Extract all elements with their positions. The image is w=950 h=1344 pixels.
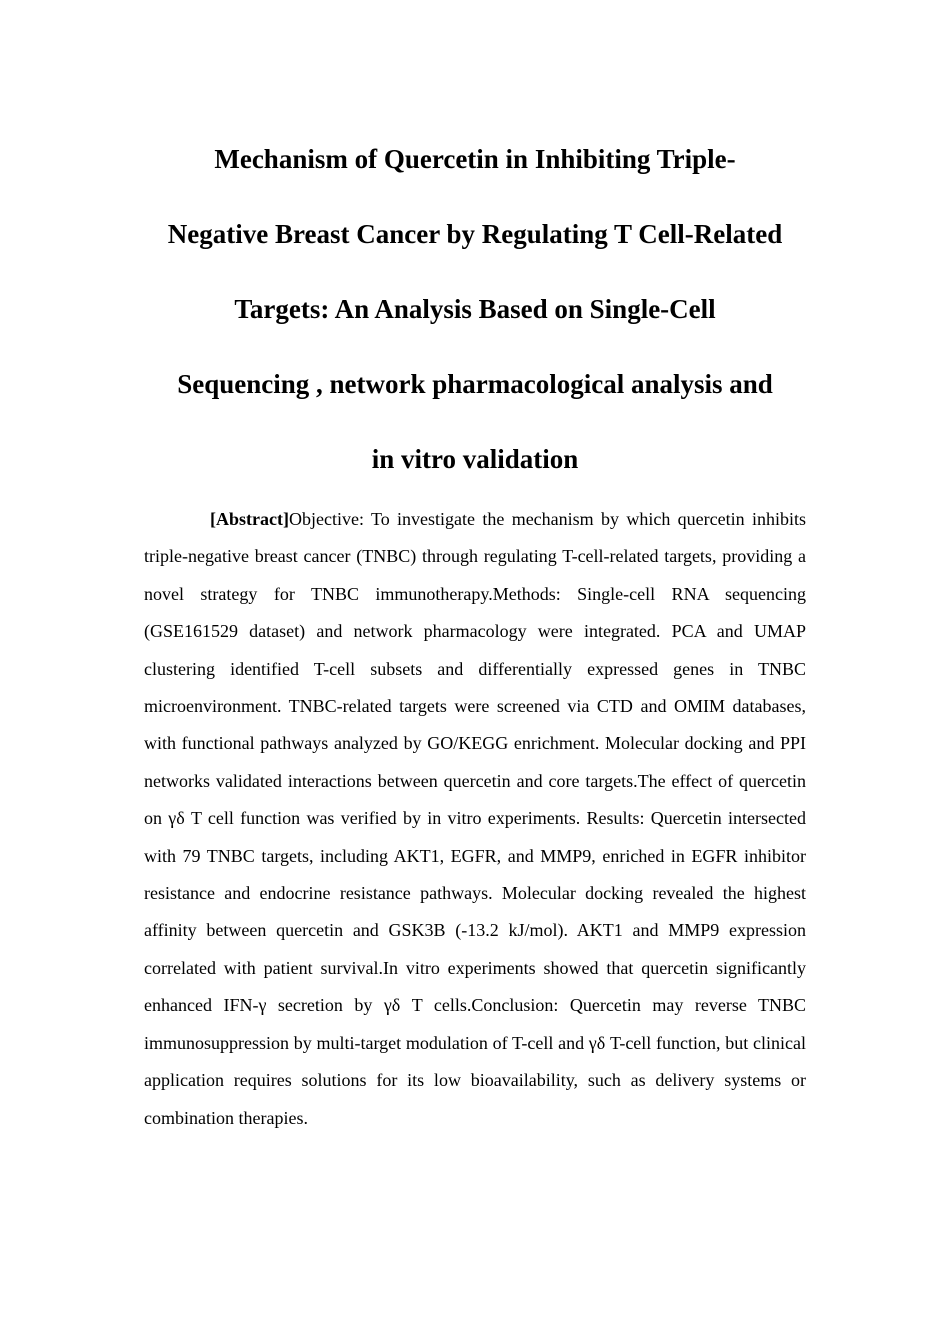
paper-title (130, 122, 820, 497)
abstract-paragraph (144, 501, 806, 1137)
title-line-3: Targets: An Analysis Based on Single-Cell (234, 294, 716, 324)
title-line-5: in vitro validation (371, 444, 579, 474)
abstract-label: [Abstract] (210, 509, 289, 529)
abstract-body: Objective: To investigate the mechanism by which quercetin inhibits triple-negative breast cancer (TNBC) through regulating T-cell-related targets, providing a novel strategy for TNBC immunotherapy.Methods: Single-cell RNA sequencing (GSE161529 dataset) and network pharmacology were integrated. PCA and UMAP clustering identified T-cell subsets and differentially expressed genes in TNBC microenvironment. TNBC-related targets were screened via CTD and OMIM databases, with functional pathways analyzed by GO/KEGG enrichment. Molecular docking and PPI networks validated interactions between quercetin and core targets.The effect of quercetin on γδ T cell function was verified by in vitro experiments. Results: Quercetin intersected with 79 TNBC targets, including AKT1, EGFR, and MMP9, enriched in EGFR inhibitor resistance and endocrine resistance pathways. Molecular docking revealed the highest affinity between quercetin and GSK3B (-13.2 kJ/mol). AKT1 and MMP9 expression correlated with patient survival.In vitro experiments showed that quercetin significantly enhanced IFN-γ secretion by γδ T cells.Conclusion: Quercetin may reverse TNBC immunosuppression by multi-target modulation of T-cell and γδ T-cell function, but clinical application requires solutions for its low bioavailability, such as delivery systems or combination therapies. (144, 509, 806, 1128)
title-line-1: Mechanism of Quercetin in Inhibiting Triple- (214, 144, 736, 174)
title-line-2: Negative Breast Cancer by Regulating T Cell-Related (167, 219, 783, 249)
title-line-4: Sequencing , network pharmacological analysis and (177, 369, 773, 399)
